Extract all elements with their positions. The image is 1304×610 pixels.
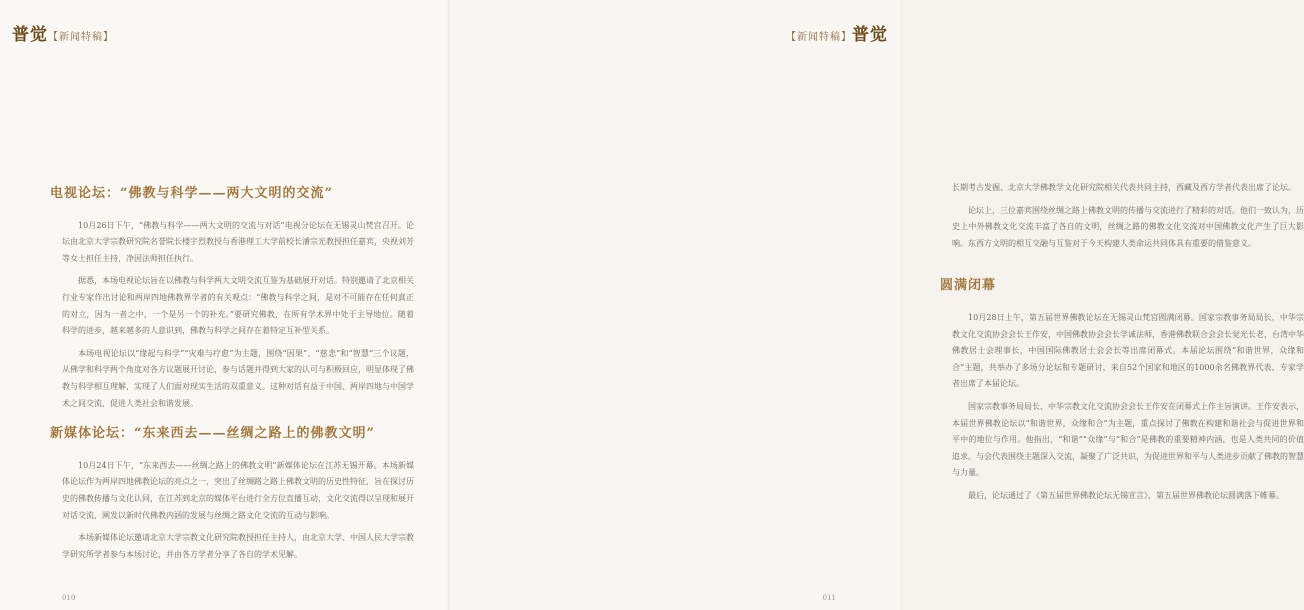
paragraph: 据悉，本场电视论坛旨在以佛教与科学两大文明交流互鉴为基础展开对话。特别邀请了北京相关行业专家作出讨论和两岸四地佛教界学者的有关观点：“佛教与科学之间，是对不可能存在任何真正的对立，因为一者之中，一个是另一个的补充。”要研究佛教，在所有学术界中处于主导地位。随着科学的进步，越来越多的人意识到，佛教与科学之间存在着特定互补型关系。 <box>62 276 414 336</box>
left-header <box>12 20 114 45</box>
right-page <box>450 0 1304 610</box>
paragraph: 10月26日下午，“佛教与科学——两大文明的交流与对话”电视分论坛在无锡灵山梵宫召开。论坛由北京大学宗教研究院名誉院长楼宇烈教授与香港理工大学前校长潘宗光教授担任嘉宾，央视刘芳等女士担任主持，净因法师担任执行。 <box>62 220 414 263</box>
paragraph: 本场电视论坛以“缘起与科学”“灾难与疗愈”为主题，围绕“因果”、“慈悲”和“智慧”三个议题，从佛学和科学两个角度对各方议题展开讨论，参与话题并得到大家的认可与积极回应，明显体现了佛教与科学相互理解，实现了人们面对现实生活的双重意义。这种对话有益于中国、两岸四地与中国学术之间交流，促进人类社会和谐发展。 <box>62 348 414 408</box>
section-title-closing: 圆满闭幕 <box>940 278 997 294</box>
paragraph: 10月24日下午，“东来西去——丝绸之路上的佛教文明”新媒体论坛在江苏无锡开幕。本场新媒体论坛作为两岸四地佛教论坛的亮点之一，突出了丝绸路之路上佛教文明的历史性特征，旨在探讨历史的佛教传播与文化认同，在江苏到北京的媒体平台进行全方位直播互动，文化交流得以呈现和展开对话交流，阐发以新时代佛教内涵的发展与丝绸之路文化交流的互动与影响。 <box>62 460 414 520</box>
left-page <box>0 0 450 610</box>
brand-logo-right: 普觉 <box>852 25 888 45</box>
column-tag-right: 【新闻特稿】 <box>786 32 852 43</box>
paragraph: 国家宗教事务局局长、中华宗教文化交流协会会长王作安在闭幕式上作主旨演讲。王作安表示，本届世界佛教论坛以“和谐世界，众缘和合”为主题，重点探讨了佛教在构建和谐社会与促进世界和平中的地位与作用。他指出，“和谐”“众缘”与“和合”是佛教的重要精神内涵，也是人类共同的价值追求。与会代表围绕主题深入交流，凝聚了广泛共识，为促进世界和平与人类进步贡献了佛教的智慧与力量。 <box>952 401 1304 478</box>
paragraph: 本场新媒体论坛邀请北京大学宗教文化研究院教授担任主持人，由北京大学、中国人民大学宗教学研究所学者参与本场讨论，并由各方学者分享了各自的学术见解。 <box>62 533 414 559</box>
paragraph: 10月28日上午，第五届世界佛教论坛在无锡灵山梵宫圆满闭幕。国家宗教事务局局长，中华宗教文化交流协会会长王作安，中国佛教协会会长学诚法师，香港佛教联合会会长觉光长老，台湾中华佛教居士会理事长，中国国际佛教居士会会长等出席闭幕式。本届论坛围绕“和谐世界，众缘和合”主题，共举办了多场分论坛和专题研讨，来自52个国家和地区的1000余名佛教界代表、专家学者出席了本届论坛。 <box>952 312 1304 389</box>
paragraph-continued: 长期考古发掘、北京大学佛教学文化研究院相关代表共同主持，西藏及西方学者代表出席了论坛。 <box>952 183 1296 192</box>
section-title-tv-forum: 电视论坛：“佛教与科学——两大文明的交流” <box>50 186 333 201</box>
brand-logo-left: 普觉 <box>12 25 48 45</box>
right-page-content <box>940 180 1304 505</box>
paragraph: 最后，论坛通过了《第五届世界佛教论坛无锡宣言》，第五届世界佛教论坛圆满落下帷幕。 <box>968 490 1284 500</box>
left-page-content <box>50 186 414 563</box>
section-title-new-media-forum: 新媒体论坛：“东来西去——丝绸之路上的佛教文明” <box>50 426 375 442</box>
page-number-right: 011 <box>822 594 836 602</box>
paragraph: 论坛上，三位嘉宾围绕丝绸之路上佛教文明的传播与交流进行了精彩的对话。他们一致认为，历史上中外佛教文化交流丰富了各自的文明，丝绸之路的佛教文化交流对中国佛教文化产生了巨大影响。东西方文明的相互交融与互鉴对于今天构建人类命运共同体具有重要的借鉴意义。 <box>952 205 1304 248</box>
right-header <box>786 20 888 45</box>
column-tag-left: 【新闻特稿】 <box>48 32 114 43</box>
page-number-left: 010 <box>62 594 76 602</box>
